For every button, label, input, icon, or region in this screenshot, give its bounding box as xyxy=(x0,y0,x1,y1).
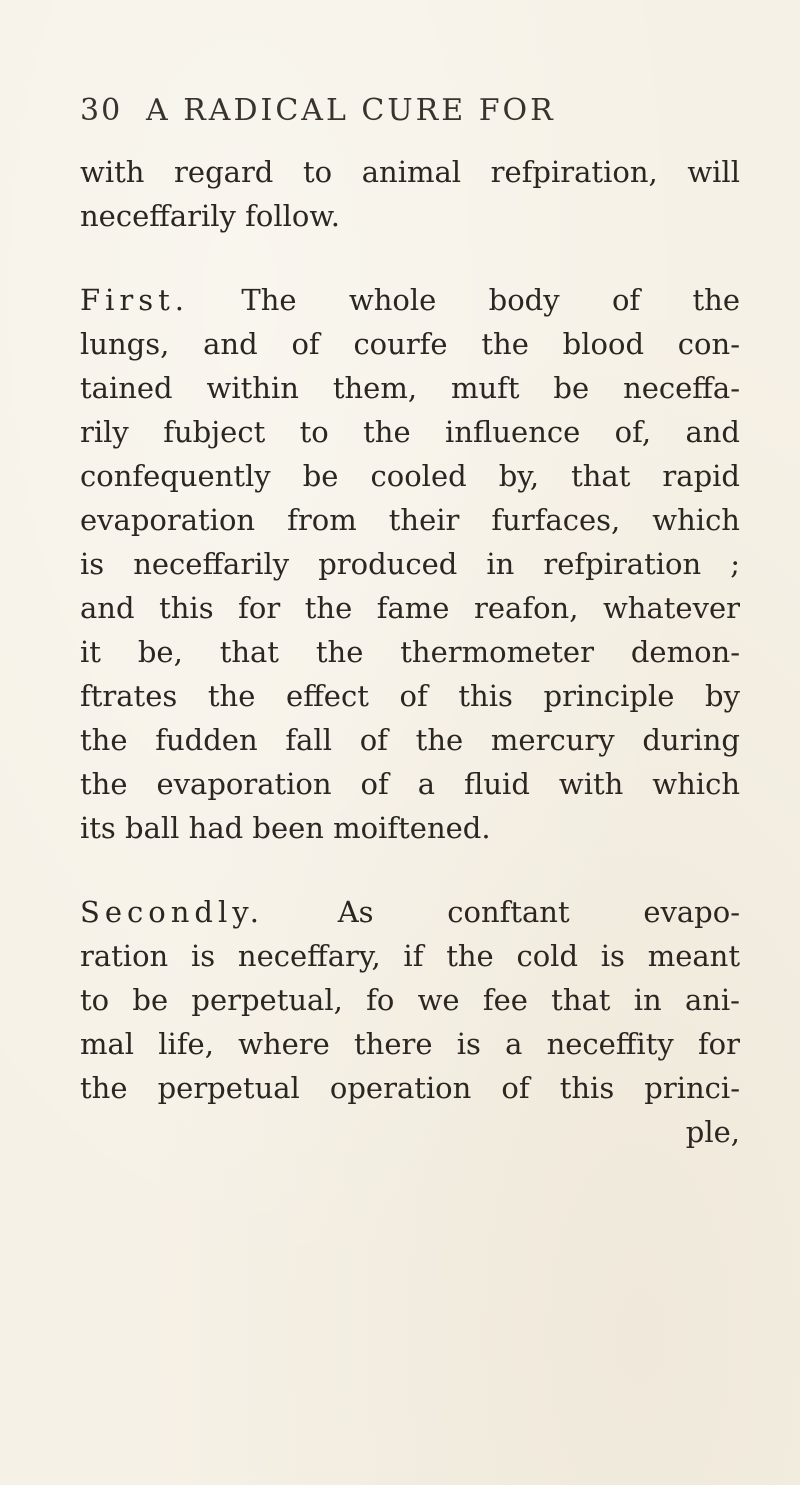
text-line: tained within them, muft be neceffa- xyxy=(80,371,740,405)
text-line xyxy=(80,278,740,322)
text-line: it be, that the thermometer demon- xyxy=(80,635,740,669)
text-line: ftrates the effect of this principle by xyxy=(80,679,740,713)
body-text xyxy=(80,150,740,1154)
text-line: with regard to animal refpiration, will xyxy=(80,155,740,189)
paragraph-gap xyxy=(80,238,740,278)
text-line: mal life, where there is a neceffity for xyxy=(80,1027,740,1061)
text-line: is neceffarily produced in refpiration ; xyxy=(80,547,740,581)
catchword: ple, xyxy=(685,1115,740,1149)
text-line: its ball had been moiftened. xyxy=(80,811,491,845)
text-line: the fudden fall of the mercury during xyxy=(80,723,740,757)
section-lead-secondly: Secondly. xyxy=(80,895,264,929)
text-fragment: The whole body of the xyxy=(241,283,740,317)
text-line: confequently be cooled by, that rapid xyxy=(80,459,740,493)
page-number: 30 xyxy=(80,93,123,128)
text-fragment: As conftant evapo- xyxy=(337,895,740,929)
paragraph-gap xyxy=(80,850,740,890)
running-title: A RADICAL CURE FOR xyxy=(146,93,556,128)
running-head xyxy=(80,93,740,133)
text-line: and this for the fame reafon, whatever xyxy=(80,591,740,625)
text-line: ration is neceffary, if the cold is meant xyxy=(80,939,740,973)
text-line xyxy=(80,890,740,934)
text-line: to be perpetual, fo we fee that in ani- xyxy=(80,983,740,1017)
text-line: the evaporation of a fluid with which xyxy=(80,767,740,801)
text-line: neceffarily follow. xyxy=(80,199,340,233)
text-line: rily fubject to the influence of, and xyxy=(80,415,740,449)
section-lead-first: First. xyxy=(80,283,190,317)
text-line: the perpetual operation of this princi- xyxy=(80,1071,740,1105)
text-line: lungs, and of courfe the blood con- xyxy=(80,327,740,361)
text-line: evaporation from their furfaces, which xyxy=(80,503,740,537)
